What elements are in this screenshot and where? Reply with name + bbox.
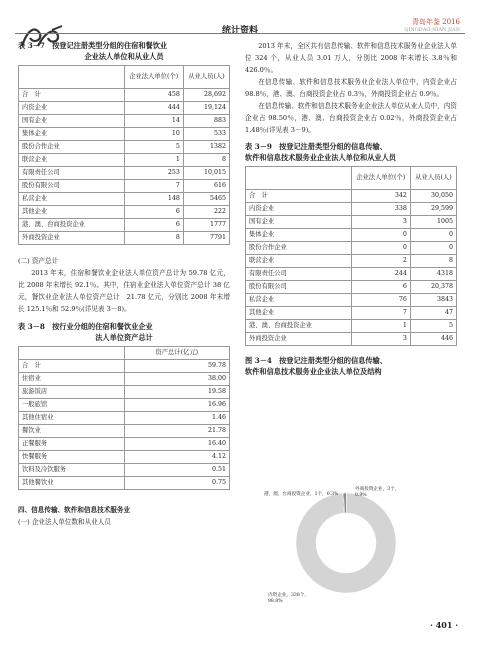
table-row — [19, 451, 230, 464]
it-paragraph-2: 在信息传输、软件和信息技术服务业企业法人单位中，内资企业占 98.8％，港、澳、台商投资企业占 0.3％，外商投资企业占 0.9％。 — [245, 78, 457, 98]
cell-value: 5 — [124, 141, 183, 154]
row-label: 港、澳、台商投资企业 — [246, 320, 352, 333]
cell-value: 16.96 — [124, 399, 230, 412]
cell-value: 29,599 — [410, 203, 456, 216]
header-rule — [15, 33, 465, 34]
header-units: 企业法人单位(个) — [124, 66, 183, 89]
section-assets-text: 2013 年末，住宿和餐饮业企业法人单位资产总计为 59.78 亿元，比 2008 年末增长 92.1％。其中，住宿业企业法人单位资产总计 38 亿元，餐饮业企业法人单位资产总计 21.78 亿元，分别比 2008 年末增长 125.1％和 52.9％(详见表 3－8)。 — [18, 269, 230, 313]
caption-line: 表 3－9 按登记注册类型分组的信息传输、 — [245, 142, 387, 151]
row-label: 快餐服务 — [19, 451, 125, 464]
row-label: 集体企业 — [19, 128, 125, 141]
row-label: 私营企业 — [19, 193, 125, 206]
cell-value: 6 — [351, 281, 410, 294]
cell-value: 0 — [351, 242, 410, 255]
table-row — [19, 128, 230, 141]
cell-value: 19,124 — [183, 102, 229, 115]
caption-line: 软件和信息技术服务业企业法人单位和从业人员 — [245, 153, 396, 162]
section-assets-title: (二) 资产总计 — [18, 257, 59, 265]
cell-value: 7 — [351, 307, 410, 320]
table-row — [246, 320, 457, 333]
row-label: 正餐服务 — [19, 438, 125, 451]
table-3-7-caption — [18, 40, 230, 62]
cell-value: 0 — [410, 229, 456, 242]
row-label: 内资企业 — [19, 102, 125, 115]
cell-value: 0.51 — [124, 464, 230, 477]
cell-value: 3 — [351, 216, 410, 229]
cell-value: 148 — [124, 193, 183, 206]
label-foreign: 外商投资企业，3个， 0.9% — [355, 487, 400, 498]
row-label: 港、澳、台商投资企业 — [19, 219, 125, 232]
cell-value: 19.58 — [124, 386, 230, 399]
cell-value: 244 — [351, 268, 410, 281]
cell-value: 47 — [410, 307, 456, 320]
cell-value: 458 — [124, 89, 183, 102]
brand-title: 青岛年鉴 2016 — [411, 18, 460, 26]
yearbook-brand — [404, 18, 460, 34]
right-column — [245, 40, 457, 380]
cell-value: 21.78 — [124, 425, 230, 438]
row-label: 一般旅馆 — [19, 399, 125, 412]
table-row — [19, 102, 230, 115]
row-label: 股份合作企业 — [19, 141, 125, 154]
row-label: 住宿业 — [19, 373, 125, 386]
cell-value: 444 — [124, 102, 183, 115]
cell-value: 6 — [124, 206, 183, 219]
caption-line: 法人单位资产总计 — [95, 333, 153, 342]
it-paragraph-3: 在信息传输、软件和信息技术服务业企业法人单位从业人员中，内资企业占 98.50％，港、澳、台商投资企业占 0.02％，外商投资企业占 1.48％(详见表 3－9)。 — [245, 102, 457, 134]
cell-value: 2 — [351, 255, 410, 268]
table-row — [19, 167, 230, 180]
row-label: 国有企业 — [246, 216, 352, 229]
header-units: 企业法人单位(个) — [351, 167, 410, 190]
cell-value: 1 — [124, 154, 183, 167]
row-label: 其他企业 — [246, 307, 352, 320]
cell-value: 253 — [124, 167, 183, 180]
cell-value: 1.46 — [124, 412, 230, 425]
table-3-8-caption — [18, 321, 230, 343]
header-blank — [19, 66, 125, 89]
table-row — [19, 206, 230, 219]
cell-value: 16.40 — [124, 438, 230, 451]
row-label: 国有企业 — [19, 115, 125, 128]
cell-value: 10,015 — [183, 167, 229, 180]
label-domestic: 内资企业，338个， 98.8% — [268, 593, 309, 604]
row-label: 外商投资企业 — [19, 232, 125, 245]
caption-line: 表 3－7 按登记注册类型分组的住宿和餐饮业 — [18, 41, 168, 50]
table-row — [19, 154, 230, 167]
row-label: 内资企业 — [246, 203, 352, 216]
table-row — [19, 141, 230, 154]
cell-value: 1777 — [183, 219, 229, 232]
table-3-7 — [18, 65, 230, 245]
cell-value: 338 — [351, 203, 410, 216]
cell-value: 446 — [410, 333, 456, 346]
label-foreign-pct: 0.9% — [355, 493, 367, 498]
table-row — [19, 438, 230, 451]
table-row — [19, 89, 230, 102]
row-label: 其他企业 — [19, 206, 125, 219]
table-row — [246, 333, 457, 346]
table-row — [19, 180, 230, 193]
figure-3-4-caption — [245, 355, 457, 377]
table-row — [19, 386, 230, 399]
row-label: 合 计 — [19, 360, 125, 373]
table-row — [246, 190, 457, 203]
row-label: 合 计 — [246, 190, 352, 203]
page-number: · 401 · — [430, 620, 458, 630]
row-label: 外商投资企业 — [246, 333, 352, 346]
table-3-9 — [245, 166, 457, 346]
row-label: 其他住宿业 — [19, 412, 125, 425]
label-foreign-name: 外商投资企业 — [355, 487, 383, 492]
cell-value: 7791 — [183, 232, 229, 245]
cell-value: 8 — [410, 255, 456, 268]
row-label: 有限责任公司 — [246, 268, 352, 281]
caption-line: 企业法人单位和从业人员 — [84, 52, 164, 61]
brand-subtitle: QINGDAO NIAN JIAN — [404, 27, 460, 33]
table-row — [19, 425, 230, 438]
table-row — [246, 229, 457, 242]
table-row — [19, 412, 230, 425]
cell-value: 76 — [351, 294, 410, 307]
left-column — [18, 40, 230, 528]
label-domestic-name: 内资企业 — [268, 593, 287, 598]
table-row — [246, 255, 457, 268]
cell-value: 3 — [351, 333, 410, 346]
header-employees: 从业人员(人) — [183, 66, 229, 89]
header-assets: 资产总计(亿元) — [124, 347, 230, 360]
row-label: 联营企业 — [246, 255, 352, 268]
running-header-title: 统计资料 — [221, 26, 258, 36]
section-it-title: 四、信息传输、软件和信息技术服务业 — [18, 506, 131, 514]
row-label: 旅游饭店 — [19, 386, 125, 399]
caption-line: 表 3－8 按行业分组的住宿和餐饮业企业 — [18, 322, 153, 331]
label-hmt-name: 港、澳、台商投资企业 — [264, 492, 310, 497]
table-row — [19, 477, 230, 490]
cell-value: 1 — [351, 320, 410, 333]
label-hmt-pct: 0.3% — [326, 492, 339, 497]
section-it-subtitle: (一) 企业法人单位数和从业人员 — [18, 518, 111, 526]
cell-value: 14 — [124, 115, 183, 128]
cell-value: 0 — [410, 242, 456, 255]
row-label: 合 计 — [19, 89, 125, 102]
table-row — [19, 115, 230, 128]
row-label: 股份有限公司 — [246, 281, 352, 294]
row-label: 集体企业 — [246, 229, 352, 242]
table-row — [19, 373, 230, 386]
cell-value: 8 — [183, 154, 229, 167]
cell-value: 5 — [410, 320, 456, 333]
table-row — [19, 219, 230, 232]
header-blank — [19, 347, 125, 360]
cell-value: 616 — [183, 180, 229, 193]
label-domestic-count: 338个 — [291, 593, 305, 598]
row-label: 联营企业 — [19, 154, 125, 167]
header-employees: 从业人员(人) — [410, 167, 456, 190]
cell-value: 10 — [124, 128, 183, 141]
cell-value: 30,050 — [410, 190, 456, 203]
row-label: 私营企业 — [246, 294, 352, 307]
structure-donut-chart — [261, 485, 431, 603]
label-domestic-pct: 98.8% — [268, 599, 283, 604]
table-row — [246, 242, 457, 255]
cell-value: 883 — [183, 115, 229, 128]
table-row — [19, 360, 230, 373]
cell-value: 7 — [124, 180, 183, 193]
table-3-9-caption — [245, 141, 457, 163]
cell-value: 4.12 — [124, 451, 230, 464]
cell-value: 222 — [183, 206, 229, 219]
label-foreign-count: 3个 — [387, 487, 395, 492]
it-paragraph-1: 2013 年末，全区共有信息传输、软件和信息技术服务业企业法人单位 324 个，从业人员 3.01 万人，分别比 2008 年末增长 3.8％和 426.0％。 — [245, 42, 457, 74]
row-label: 餐饮业 — [19, 425, 125, 438]
row-label: 股份合作企业 — [246, 242, 352, 255]
cell-value: 6 — [124, 219, 183, 232]
cell-value: 4318 — [410, 268, 456, 281]
cell-value: 533 — [183, 128, 229, 141]
cell-value: 0.75 — [124, 477, 230, 490]
table-row — [246, 216, 457, 229]
table-row — [19, 464, 230, 477]
row-label: 股份有限公司 — [19, 180, 125, 193]
table-3-8 — [18, 346, 230, 490]
row-label: 有限责任公司 — [19, 167, 125, 180]
table-row — [246, 268, 457, 281]
cell-value: 342 — [351, 190, 410, 203]
table-row — [19, 232, 230, 245]
row-label: 其他餐饮业 — [19, 477, 125, 490]
caption-line: 图 3－4 按登记注册类型分组的信息传输、 — [245, 356, 387, 365]
cell-value: 1005 — [410, 216, 456, 229]
cell-value: 1382 — [183, 141, 229, 154]
cell-value: 28,692 — [183, 89, 229, 102]
table-row — [19, 193, 230, 206]
table-row — [246, 203, 457, 216]
cell-value: 0 — [351, 229, 410, 242]
cell-value: 20,378 — [410, 281, 456, 294]
label-hmt: 港、澳、台商投资企业，1个，0.3% — [264, 492, 339, 497]
cell-value: 38.00 — [124, 373, 230, 386]
cell-value: 5465 — [183, 193, 229, 206]
row-label: 饮料及冷饮服务 — [19, 464, 125, 477]
label-hmt-count: 1个 — [314, 492, 323, 497]
cell-value: 3843 — [410, 294, 456, 307]
caption-line: 软件和信息技术服务业企业法人单位及结构 — [245, 367, 382, 376]
table-row — [19, 399, 230, 412]
cell-value: 59.78 — [124, 360, 230, 373]
table-row — [246, 307, 457, 320]
table-row — [246, 281, 457, 294]
header-blank — [246, 167, 352, 190]
table-row — [246, 294, 457, 307]
cell-value: 8 — [124, 232, 183, 245]
